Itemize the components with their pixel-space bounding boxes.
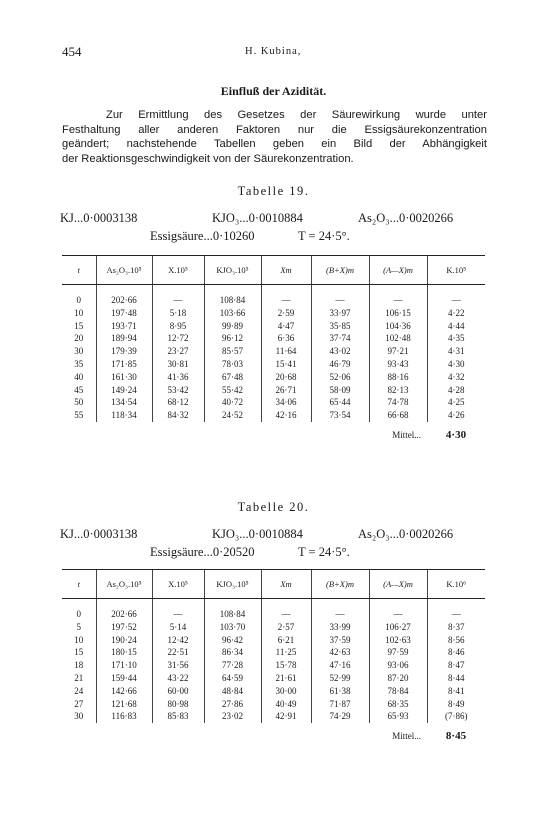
- table-row: 10 197·48 5·18 103·66 2·59 33·97 106·15 4·22: [62, 307, 485, 320]
- section-title: Einfluß der Azidität.: [220, 84, 327, 98]
- header-x: X.10⁵: [152, 570, 204, 599]
- table-header-row: [62, 570, 485, 599]
- table-row: 55 118·34 84·32 24·52 42·16 73·54 66·68 4·26: [62, 409, 485, 422]
- header-kjo3: KJO₃.10⁵: [204, 570, 261, 599]
- header-kjo3: KJO₃.10⁵: [204, 256, 261, 285]
- table-20-caption: Tabelle 20.: [237, 500, 310, 514]
- table-20-cond-kjo3: KJO₃...0·0010884: [212, 527, 303, 541]
- header-x: X.10⁵: [152, 256, 204, 285]
- header-t: t: [62, 570, 96, 599]
- table-19-mittel-row: [62, 422, 485, 448]
- table-row: 21 159·44 43·22 64·59 21·61 52·99 87·20 8·44: [62, 672, 485, 685]
- header-bxm: (B+X)m: [311, 256, 369, 285]
- header-k: K.10⁵: [427, 256, 485, 285]
- table-19-cond-acid: Essigsäure...0·10260: [150, 229, 255, 243]
- intro-paragraph: [62, 108, 487, 166]
- intro-line: der Reaktionsgeschwindigkeit von der Säurekonzentration.: [62, 152, 354, 165]
- mittel-label: Mittel...: [392, 730, 421, 741]
- table-row: 0 202·66 — 108·84 — — — —: [62, 294, 485, 307]
- table-19-cond-kjo3: KJO₃...0·0010884: [212, 211, 303, 225]
- intro-line: geändert; nachstehende Tabellen geben ein Bild der Abhängigkeit: [62, 138, 487, 151]
- header-bxm: (B+X)m: [311, 570, 369, 599]
- table-19: [62, 255, 485, 448]
- page-number: 454: [62, 44, 82, 59]
- table-row: 18 171·10 31·56 77·28 15·78 47·16 93·06 8·47: [62, 659, 485, 672]
- table-row: 50 134·54 68·12 40·72 34·06 65·44 74·78 4·25: [62, 396, 485, 409]
- table-row: 35 171·85 30·81 78·03 15·41 46·79 93·43 4·30: [62, 358, 485, 371]
- header-axm: (A—X)m: [369, 570, 427, 599]
- header-as2o3: As₂O₃.10⁵: [96, 570, 152, 599]
- intro-line: Festhaltung aller anderen Faktoren nur die Essigsäurekonzentration: [62, 123, 487, 136]
- table-row: 24 142·66 60·00 48·84 30·00 61·38 78·84 8·41: [62, 685, 485, 698]
- table-row: 15 193·71 8·95 99·89 4·47 35·85 104·36 4·44: [62, 320, 485, 333]
- table-row: 30 116·83 85·83 23·02 42·91 74·29 65·93 (7·86): [62, 710, 485, 723]
- table-header-row: [62, 256, 485, 285]
- table-row: 5 197·52 5·14 103·70 2·57 33·99 106·27 8·37: [62, 621, 485, 634]
- table-row: 45 149·24 53·42 55·42 26·71 58·09 82·13 4·28: [62, 384, 485, 397]
- header-xm: Xm: [261, 570, 311, 599]
- table-20-cond-kj: KJ...0·0003138: [60, 527, 138, 541]
- table-20-mittel-row: [62, 723, 485, 749]
- table-20-cond-acid: Essigsäure...0·20520: [150, 545, 255, 559]
- table-19-cond-as2o3: As₂O₃...0·0020266: [358, 211, 454, 225]
- mittel-value: 4·30: [445, 428, 467, 441]
- table-19-cond-temp: T = 24·5°.: [298, 229, 350, 243]
- table-row: 20 189·94 12·72 96·12 6·36 37·74 102·48 4·35: [62, 332, 485, 345]
- header-t: t: [62, 256, 96, 285]
- mittel-value: 8·45: [445, 729, 467, 742]
- table-20: [62, 569, 485, 749]
- table-19-caption: Tabelle 19.: [237, 184, 310, 198]
- table-row: 15 180·15 22·51 86·34 11·25 42·63 97·59 8·46: [62, 646, 485, 659]
- table-20-cond-as2o3: As₂O₃...0·0020266: [358, 527, 454, 541]
- header-axm: (A—X)m: [369, 256, 427, 285]
- running-head: H. Kubina,: [245, 46, 302, 57]
- table-20-cond-temp: T = 24·5°.: [298, 545, 350, 559]
- header-xm: Xm: [261, 256, 311, 285]
- header-as2o3: As₂O₃.10⁵: [96, 256, 152, 285]
- table-row: 30 179·39 23·27 85·57 11·64 43·02 97·21 4·31: [62, 345, 485, 358]
- table-row: 27 121·68 80·98 27·86 40·49 71·87 68·35 8·49: [62, 698, 485, 711]
- table-row: 10 190·24 12·42 96·42 6·21 37·59 102·63 8·56: [62, 634, 485, 647]
- table-19-cond-kj: KJ...0·0003138: [60, 211, 138, 225]
- header-k: K.10⁶: [427, 570, 485, 599]
- table-row: 0 202·66 — 108·84 — — — —: [62, 608, 485, 621]
- intro-line: Zur Ermittlung des Gesetzes der Säurewirkung wurde unter: [106, 109, 487, 121]
- mittel-label: Mittel...: [392, 429, 421, 440]
- table-row: 40 161·30 41·36 67·48 20·68 52·06 88·16 4·32: [62, 371, 485, 384]
